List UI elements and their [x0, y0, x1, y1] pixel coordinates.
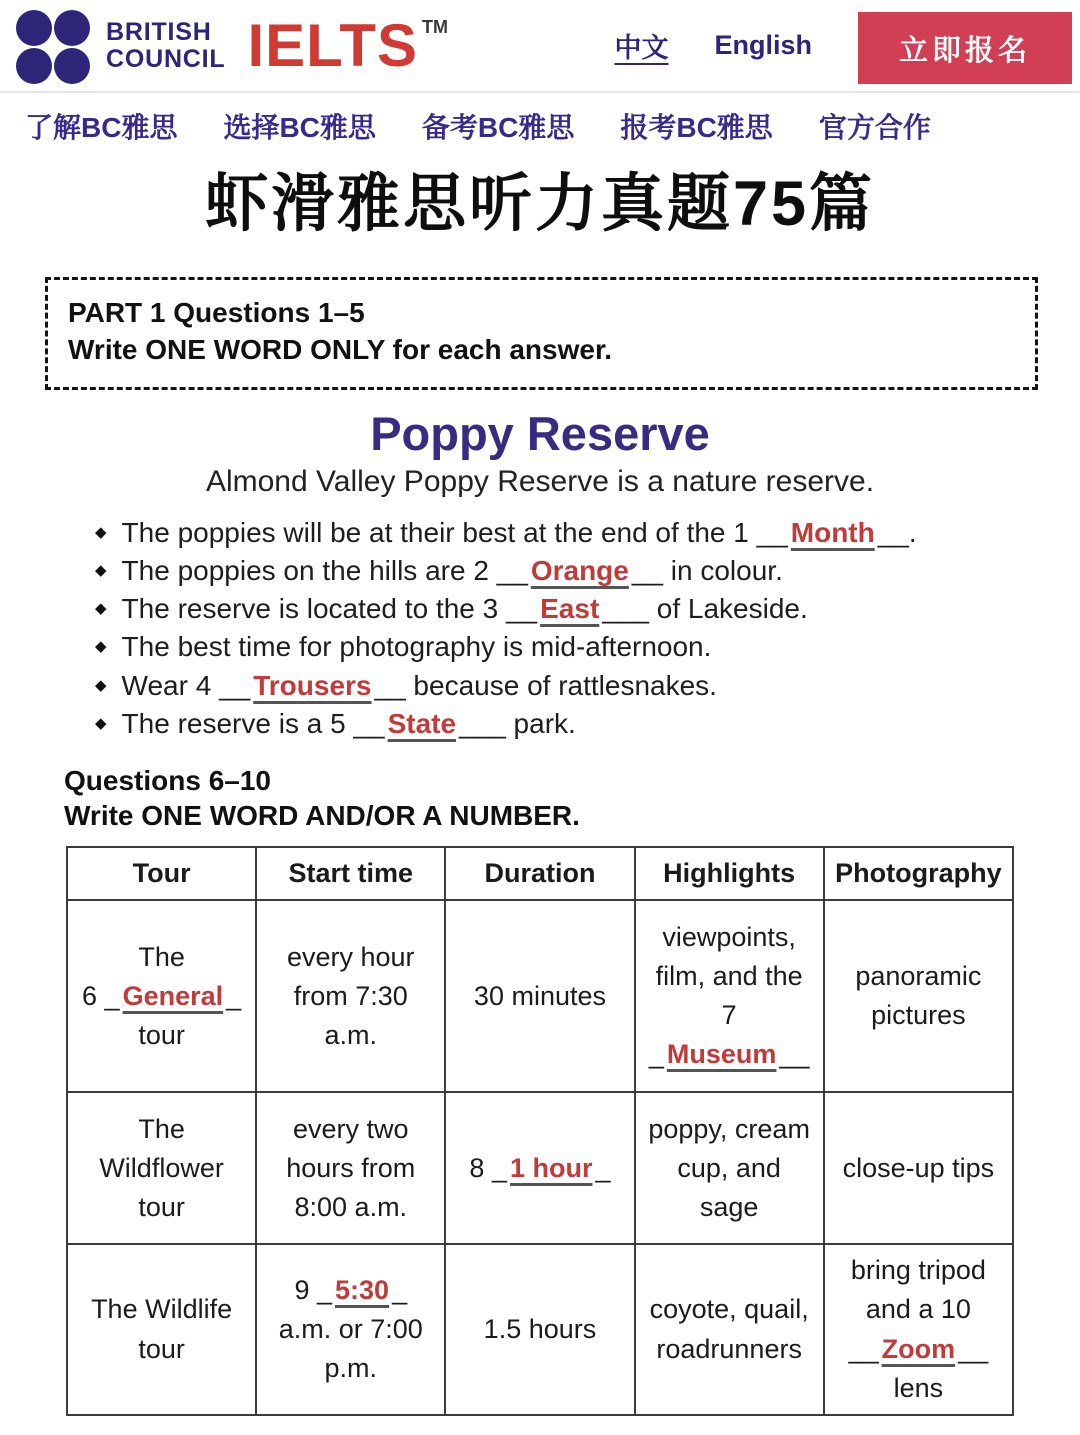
answer-text: Month: [790, 516, 875, 548]
table-cell: viewpoints, film, and the 7 _ Museum __: [635, 900, 824, 1092]
diamond-bullet-icon: ◆: [95, 676, 107, 694]
main-nav: [0, 93, 1080, 159]
nav-link[interactable]: 选择BC雅思: [223, 112, 376, 143]
table-cell: poppy, cream cup, and sage: [635, 1092, 824, 1244]
answer-text: 5:30: [335, 1274, 390, 1305]
questions-instruction: Write ONE WORD AND/OR A NUMBER.: [64, 800, 580, 832]
instructions-box: [45, 277, 1038, 390]
trademark-symbol: TM: [422, 16, 449, 37]
table-row: [67, 900, 1013, 1092]
header: [0, 0, 1080, 93]
tour-table: [66, 846, 1014, 1416]
nav-link[interactable]: 官方合作: [818, 112, 931, 143]
part-heading: PART 1 Questions 1–5: [68, 296, 365, 328]
answer-text: Trousers: [253, 669, 372, 701]
bullet-item: [95, 668, 1080, 703]
section-title: Poppy Reserve: [370, 406, 710, 460]
bullet-item: [95, 629, 1080, 664]
table-cell: panoramic pictures: [824, 900, 1013, 1092]
bullet-item: [95, 706, 1080, 741]
diamond-bullet-icon: ◆: [95, 561, 107, 579]
table-cell: 8 _ 1 hour _: [445, 1092, 634, 1244]
table-cell: coyote, quail, roadrunners: [635, 1244, 824, 1415]
ielts-logo: [247, 11, 449, 79]
page-title: 虾滑雅思听力真题75篇: [204, 169, 876, 239]
table-cell: The Wildflower tour: [67, 1092, 256, 1244]
column-header: Duration: [445, 847, 634, 900]
bullet-item: [95, 515, 1080, 550]
instruction-text: Write ONE WORD ONLY for each answer.: [68, 333, 613, 365]
brand-line1: BRITISH: [106, 18, 212, 46]
questions-6-10: [64, 765, 1080, 832]
table-cell: 9 _ 5:30 _ a.m. or 7:00 p.m.: [256, 1244, 445, 1415]
bullet-text: The best time for photography is mid-afternoon.: [121, 631, 712, 663]
bullet-text: The reserve is a 5 __ State ___ park.: [121, 707, 576, 739]
bullet-text: The poppies on the hills are 2 __ Orange __ in colour.: [121, 554, 783, 586]
lang-chinese-link[interactable]: 中文: [614, 33, 669, 63]
column-header: Tour: [67, 847, 256, 900]
table-cell: 1.5 hours: [445, 1244, 634, 1415]
table-cell: every two hours from 8:00 a.m.: [256, 1092, 445, 1244]
answer-text: Orange: [530, 554, 629, 586]
column-header: Start time: [256, 847, 445, 900]
lang-english-link[interactable]: English: [714, 30, 812, 60]
table-cell: The 6 _ General _ tour: [67, 900, 256, 1092]
table-row: [67, 1092, 1013, 1244]
diamond-bullet-icon: ◆: [95, 638, 107, 656]
answer-text: East: [540, 593, 600, 625]
column-header: Photography: [824, 847, 1013, 900]
table-cell: close-up tips: [824, 1092, 1013, 1244]
nav-link[interactable]: 了解BC雅思: [25, 112, 178, 143]
nav-link[interactable]: 报考BC雅思: [620, 112, 773, 143]
table-cell: every hour from 7:30 a.m.: [256, 900, 445, 1092]
section-subtitle: Almond Valley Poppy Reserve is a nature reserve.: [205, 464, 875, 498]
bullet-item: [95, 591, 1080, 626]
bullet-text: The reserve is located to the 3 __ East ___ of Lakeside.: [121, 593, 808, 625]
questions-heading: Questions 6–10: [64, 765, 271, 797]
ielts-wordmark: IELTS: [247, 11, 419, 79]
bullet-text: Wear 4 __ Trousers __ because of rattlesnakes.: [121, 669, 717, 701]
answer-text: General: [122, 980, 224, 1011]
bullet-text: The poppies will be at their best at the end of the 1 __ Month __.: [121, 516, 917, 548]
bullet-item: [95, 553, 1080, 588]
diamond-bullet-icon: ◆: [95, 523, 107, 541]
diamond-bullet-icon: ◆: [95, 600, 107, 618]
table-cell: The Wildlife tour: [67, 1244, 256, 1415]
brand-name: [106, 19, 225, 72]
answer-text: State: [387, 707, 457, 739]
diamond-bullet-icon: ◆: [95, 714, 107, 732]
table-cell: bring tripod and a 10 __ Zoom __ lens: [824, 1244, 1013, 1415]
british-council-logo-icon: [16, 10, 90, 84]
header-actions: [614, 7, 1072, 84]
table-row: [67, 1244, 1013, 1415]
nav-link[interactable]: 备考BC雅思: [421, 112, 575, 143]
answer-text: Zoom: [881, 1333, 956, 1364]
answer-text: Museum: [666, 1039, 777, 1070]
table-header-row: [67, 847, 1013, 900]
register-now-button[interactable]: 立即报名: [858, 12, 1072, 84]
column-header: Highlights: [635, 847, 824, 900]
answer-text: 1 hour: [509, 1152, 593, 1183]
brand-line2: COUNCIL: [106, 44, 226, 73]
table-cell: 30 minutes: [445, 900, 634, 1092]
bullet-list: [0, 515, 1080, 742]
brand: [16, 8, 448, 84]
